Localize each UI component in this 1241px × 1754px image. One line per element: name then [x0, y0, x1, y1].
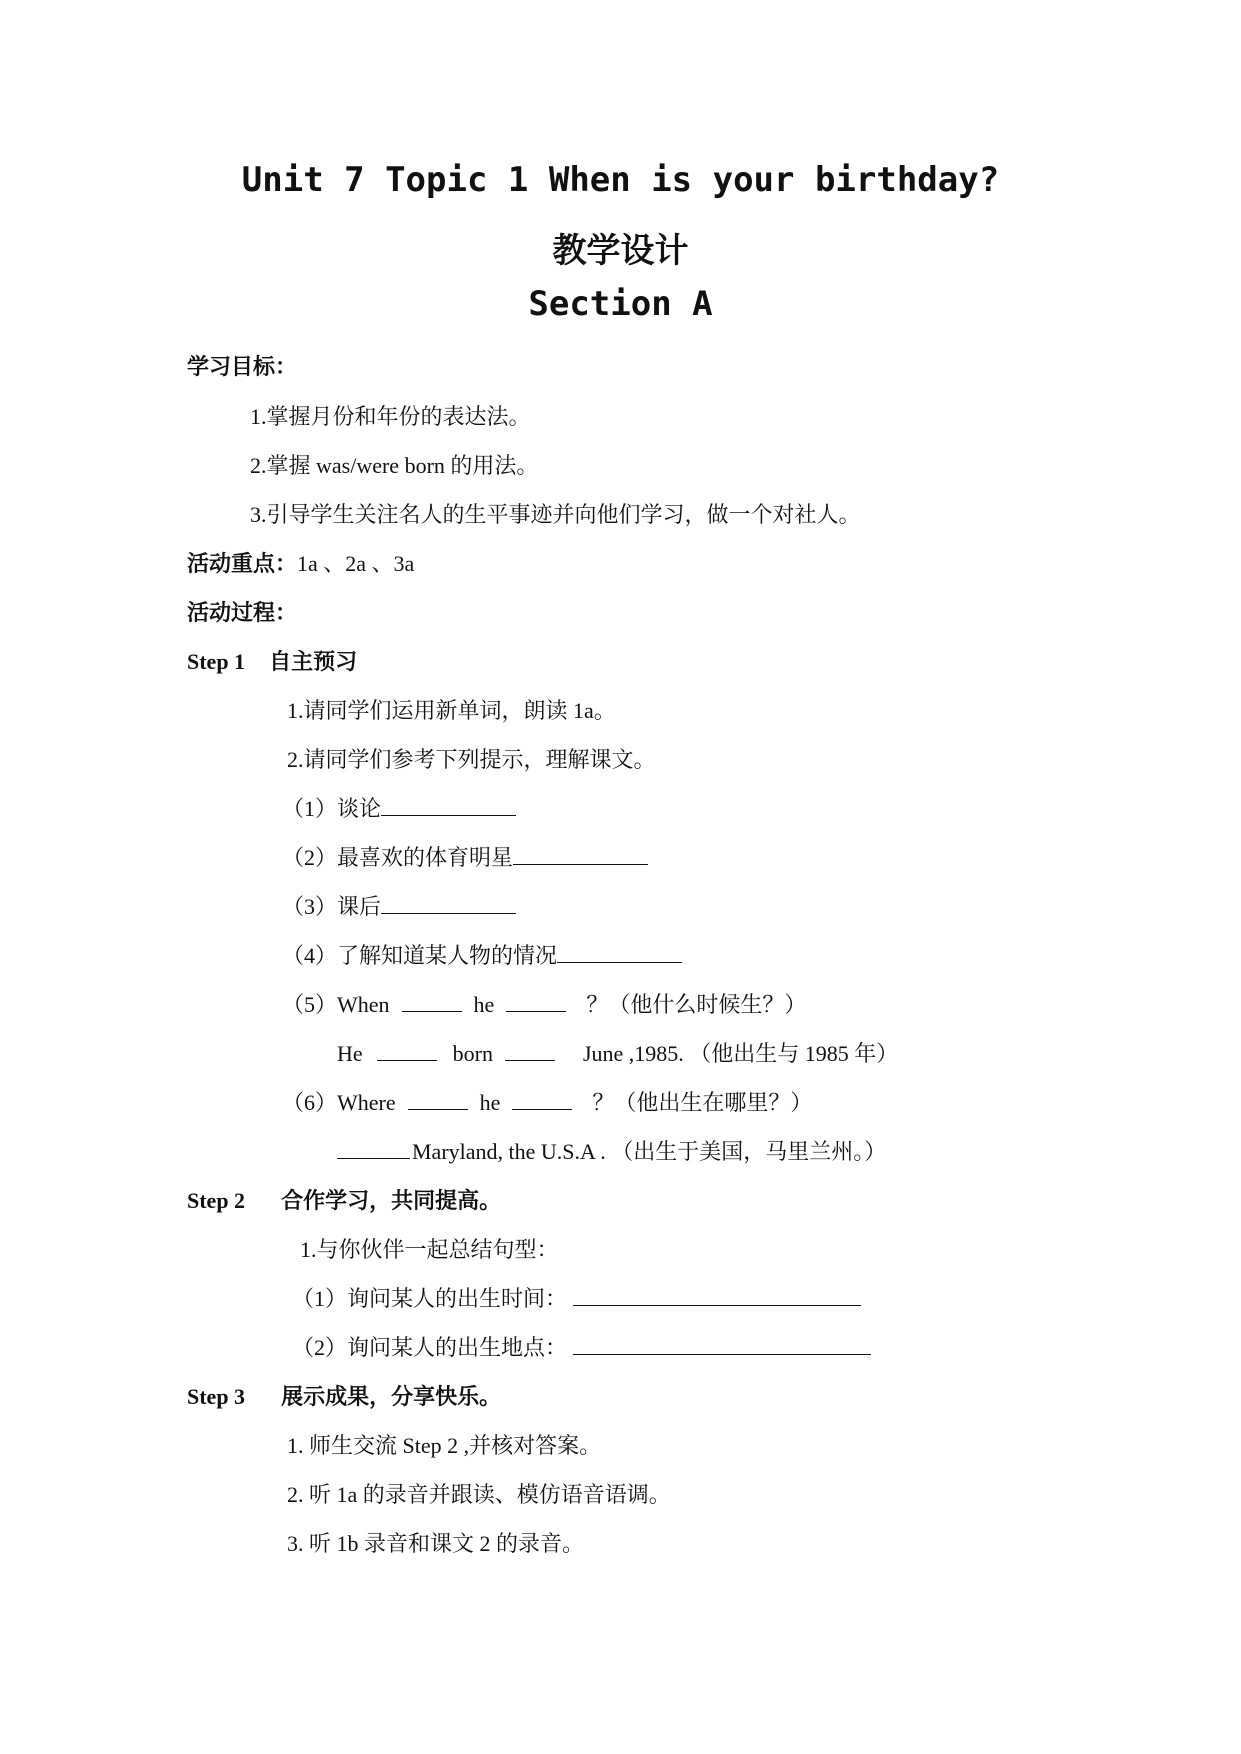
objective-item: 3.引导学生关注名人的生平事迹并向他们学习，做一个对社人。 — [250, 502, 861, 527]
step3-label: Step 3 — [187, 1384, 246, 1409]
step2-item-line — [292, 1285, 861, 1313]
hint-line — [282, 942, 682, 970]
answer-blank[interactable] — [557, 942, 682, 963]
step1-header — [187, 648, 357, 676]
process-heading: 活动过程： — [187, 600, 298, 625]
word: When — [337, 992, 390, 1017]
question-number: （5） — [282, 992, 338, 1017]
objective-item: 1.掌握月份和年份的表达法。 — [250, 404, 531, 429]
answer-blank[interactable] — [402, 993, 462, 1012]
word: June ,1985. （他出生与 1985 年） — [582, 1041, 899, 1066]
document-subtitle: 教学设计 — [552, 231, 689, 271]
objective-item: 2.掌握 was/were born 的用法。 — [250, 453, 539, 478]
focus-heading: 活动重点： — [187, 551, 298, 576]
step2-header — [187, 1187, 501, 1215]
step2-title: 合作学习，共同提高。 — [281, 1188, 502, 1213]
answer6-line — [337, 1138, 886, 1166]
step2-item-line — [292, 1334, 871, 1362]
focus-line — [187, 550, 414, 578]
question6-line — [282, 1089, 812, 1117]
answer-blank[interactable] — [573, 1285, 861, 1306]
question5-line — [282, 991, 806, 1019]
step2-item: （1）询问某人的出生时间： — [292, 1286, 568, 1311]
word: born — [452, 1041, 493, 1066]
focus-value: 1a 、2a 、3a — [297, 551, 415, 576]
answer-blank[interactable] — [337, 1138, 410, 1159]
step2-item: 1.与你伙伴一起总结句型： — [300, 1237, 559, 1262]
document-title: Unit 7 Topic 1 When is your birthday? — [241, 160, 1000, 200]
hint-text: （2）最喜欢的体育明星 — [282, 845, 514, 870]
step1-label: Step 1 — [187, 649, 246, 674]
word: ？（他什么时候生？） — [586, 992, 807, 1017]
hint-line — [282, 893, 516, 921]
step3-item: 1. 师生交流 Step 2 ,并核对答案。 — [287, 1433, 602, 1458]
answer-blank[interactable] — [381, 795, 516, 816]
word: He — [337, 1041, 363, 1066]
step3-item: 3. 听 1b 录音和课文 2 的录音。 — [287, 1531, 585, 1556]
answer-blank[interactable] — [408, 1091, 468, 1110]
word: Maryland, the U.S.A . （出生于美国，马里兰州。） — [412, 1139, 887, 1164]
answer-blank[interactable] — [377, 1042, 437, 1061]
hint-text: （1）谈论 — [282, 796, 382, 821]
step2-label: Step 2 — [187, 1188, 246, 1213]
answer5-line — [337, 1040, 898, 1068]
answer-blank[interactable] — [512, 1091, 572, 1110]
answer-blank[interactable] — [381, 893, 516, 914]
step3-title: 展示成果，分享快乐。 — [281, 1384, 502, 1409]
hint-line — [282, 795, 516, 823]
word: he — [473, 992, 495, 1017]
answer-blank[interactable] — [505, 1042, 555, 1061]
objectives-heading: 学习目标： — [187, 354, 298, 379]
step3-item: 2. 听 1a 的录音并跟读、模仿语音语调。 — [287, 1482, 671, 1507]
hint-text: （3）课后 — [282, 894, 382, 919]
step2-item: （2）询问某人的出生地点： — [292, 1335, 568, 1360]
hint-line — [282, 844, 648, 872]
word: ？（他出生在哪里？） — [592, 1090, 813, 1115]
section-title: Section A — [528, 284, 713, 324]
step1-title: 自主预习 — [269, 649, 358, 674]
step1-item: 2.请同学们参考下列提示，理解课文。 — [287, 747, 656, 772]
word: he — [479, 1090, 501, 1115]
word: Where — [337, 1090, 396, 1115]
answer-blank[interactable] — [513, 844, 648, 865]
question-number: （6） — [282, 1090, 338, 1115]
step1-item: 1.请同学们运用新单词，朗读 1a。 — [287, 698, 616, 723]
hint-text: （4）了解知道某人物的情况 — [282, 943, 558, 968]
answer-blank[interactable] — [573, 1334, 871, 1355]
step3-header — [187, 1383, 501, 1411]
answer-blank[interactable] — [506, 993, 566, 1012]
